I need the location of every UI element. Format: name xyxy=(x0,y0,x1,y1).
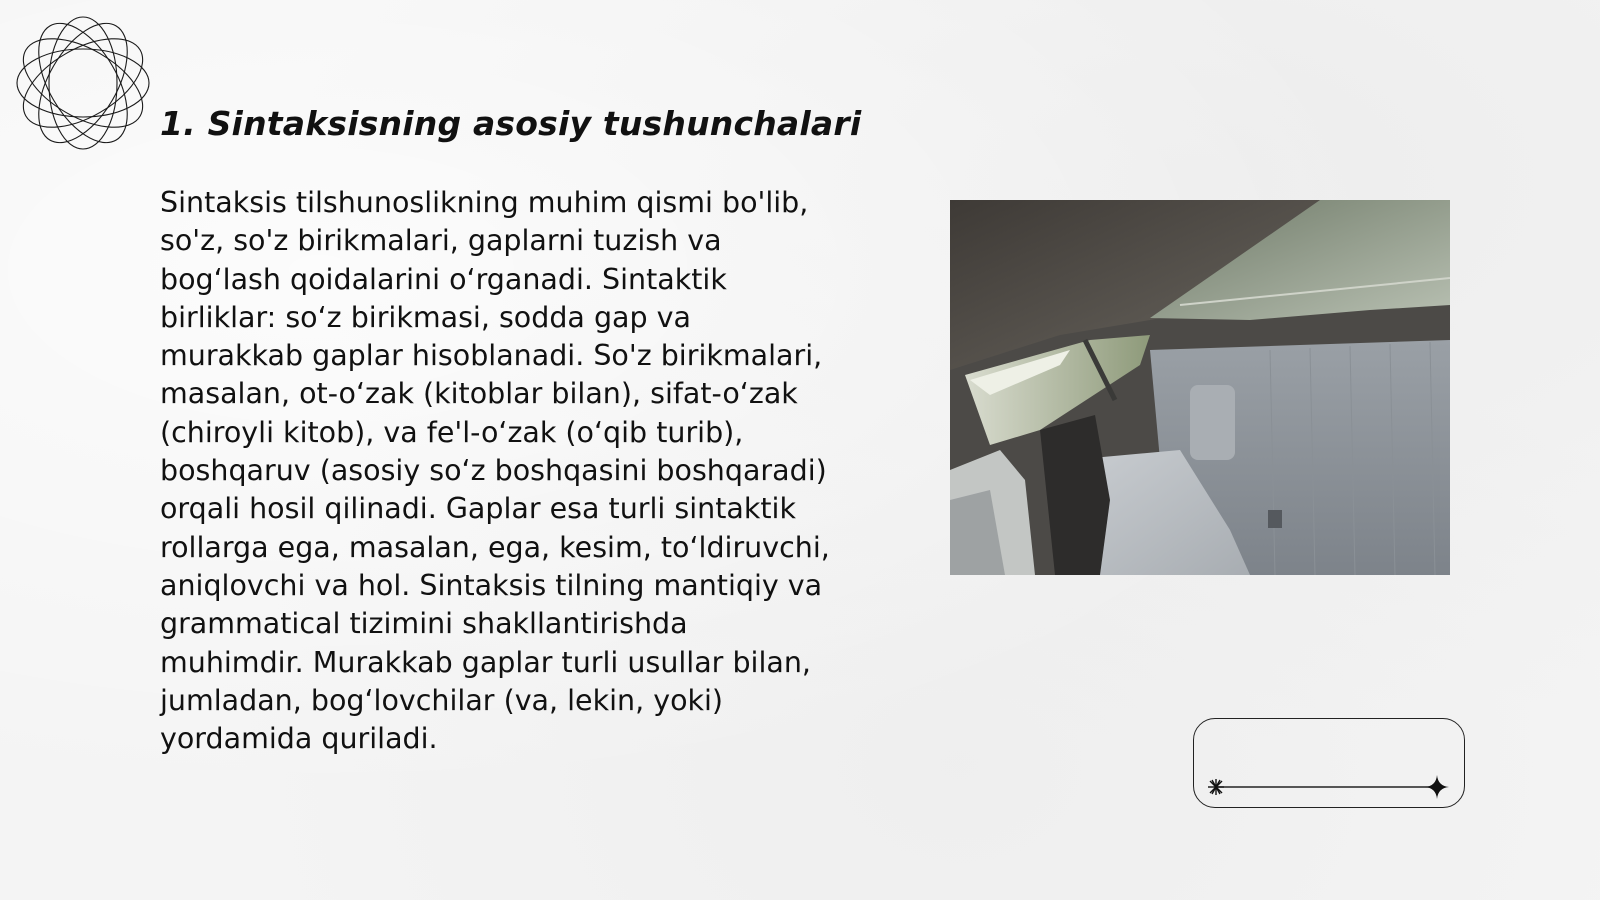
sparkle-icon xyxy=(1425,775,1449,799)
slide-title: 1. Sintaksisning asosiy tushunchalari xyxy=(160,104,862,143)
slide-body-text: Sintaksis tilshunoslikning muhim qismi bo'lib, so'z, so'z birikmalari, gaplarni tuzish va bog‘lash qoidalarini o‘rganadi. Sintaktik birliklar: so‘z birikmasi, sodda gap va murakkab gaplar hisoblanadi. So'z birikmalari, masalan, ot-o‘zak (kitoblar bilan), sifat-o‘zak (chiroyli kitob), va fe'l-o‘zak (o‘qib turib), boshqaruv (asosiy so‘z boshqasini boshqaradi) orqali hosil qilinadi. Gaplar esa turli sintaktik rollarga ega, masalan, ega, kesim, to‘ldiruvchi, aniqlovchi va hol. Sintaksis tilning mantiqiy va grammatical tizimini shakllantirishda muhimdir. Murakkab gaplar turli usullar bilan, jumladan, bog‘lovchilar (va, lekin, yoki) yordamida quriladi. xyxy=(160,186,830,756)
starburst-icon xyxy=(1208,779,1224,795)
